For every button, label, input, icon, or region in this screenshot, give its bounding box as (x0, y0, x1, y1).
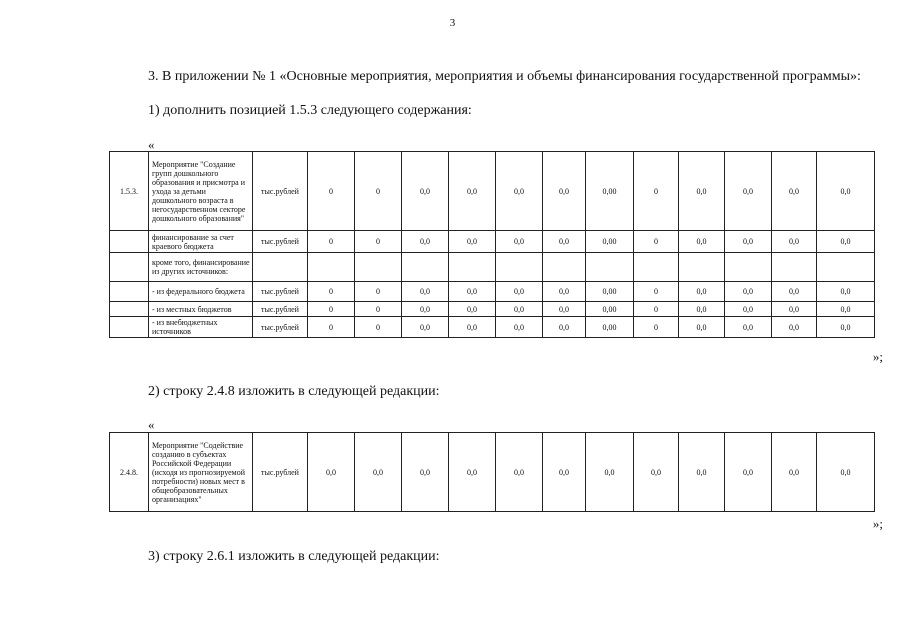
value-cell: 0 (308, 302, 355, 317)
value-cell: 0,0 (679, 282, 725, 302)
value-cell: 0,0 (679, 152, 725, 231)
quote-open-mark: « (148, 137, 155, 152)
value-cell (402, 253, 449, 282)
value-cell: 0 (308, 317, 355, 338)
table-position-1-5-3 (109, 151, 875, 338)
value-cell: 0,0 (817, 152, 875, 231)
table-row (110, 433, 875, 512)
unit-cell: тыс.рублей (253, 317, 308, 338)
value-cell: 0,0 (772, 302, 817, 317)
value-cell: 0,00 (586, 152, 634, 231)
value-cell: 0,0 (634, 433, 679, 512)
table-row (110, 231, 875, 253)
table-row (110, 302, 875, 317)
value-cell: 0 (634, 231, 679, 253)
quote-close-mark: »; (872, 516, 883, 531)
row-number-cell: 2.4.8. (110, 433, 149, 512)
value-cell: 0,0 (543, 231, 586, 253)
value-cell (308, 253, 355, 282)
value-cell: 0,0 (725, 282, 772, 302)
value-cell: 0,0 (449, 152, 496, 231)
value-cell (679, 253, 725, 282)
description-cell: - из внебюджетных источников (149, 317, 253, 338)
table-row (110, 152, 875, 231)
unit-cell: тыс.рублей (253, 152, 308, 231)
value-cell: 0,0 (308, 433, 355, 512)
row-number-cell: 1.5.3. (110, 152, 149, 231)
table1-body (110, 152, 875, 338)
value-cell: 0,0 (449, 302, 496, 317)
value-cell: 0 (355, 317, 402, 338)
section-2-text: 2) строку 2.4.8 изложить в следующей редакции: (148, 384, 440, 399)
value-cell: 0 (308, 282, 355, 302)
value-cell: 0 (355, 302, 402, 317)
value-cell: 0,0 (496, 152, 543, 231)
value-cell: 0,0 (817, 433, 875, 512)
value-cell: 0,0 (817, 317, 875, 338)
row-number-cell (110, 253, 149, 282)
value-cell (543, 253, 586, 282)
description-cell: кроме того, финансирование из других источников: (149, 253, 253, 282)
paragraph-sub: 1) дополнить позицией 1.5.3 следующего содержания: (148, 103, 472, 118)
description-cell: - из федерального бюджета (149, 282, 253, 302)
value-cell: 0,0 (449, 282, 496, 302)
table-row (110, 317, 875, 338)
value-cell: 0,0 (772, 433, 817, 512)
value-cell: 0,0 (679, 433, 725, 512)
value-cell: 0,0 (772, 282, 817, 302)
unit-cell: тыс.рублей (253, 231, 308, 253)
table2-body (110, 433, 875, 512)
unit-cell: тыс.рублей (253, 282, 308, 302)
unit-cell (253, 253, 308, 282)
value-cell: 0,0 (402, 302, 449, 317)
value-cell: 0,0 (772, 231, 817, 253)
value-cell: 0,0 (817, 282, 875, 302)
value-cell: 0,0 (402, 433, 449, 512)
value-cell: 0 (634, 317, 679, 338)
table-row (110, 282, 875, 302)
value-cell: 0 (355, 231, 402, 253)
value-cell: 0,0 (725, 152, 772, 231)
value-cell: 0,0 (725, 317, 772, 338)
value-cell: 0,0 (543, 282, 586, 302)
value-cell: 0,00 (586, 231, 634, 253)
value-cell: 0 (634, 282, 679, 302)
value-cell (355, 253, 402, 282)
value-cell: 0,0 (402, 231, 449, 253)
quote-open-mark: « (148, 417, 155, 432)
value-cell: 0,0 (772, 152, 817, 231)
description-cell: - из местных бюджетов (149, 302, 253, 317)
paragraph-main: 3. В приложении № 1 «Основные мероприятия, мероприятия и объемы финансирования государственной программы»: (148, 69, 861, 84)
value-cell: 0,0 (496, 231, 543, 253)
value-cell (772, 253, 817, 282)
row-number-cell (110, 231, 149, 253)
value-cell (725, 253, 772, 282)
value-cell: 0,0 (772, 317, 817, 338)
value-cell: 0,0 (586, 433, 634, 512)
row-number-cell (110, 282, 149, 302)
value-cell: 0 (355, 282, 402, 302)
value-cell: 0,0 (543, 152, 586, 231)
value-cell: 0,0 (496, 317, 543, 338)
value-cell: 0,00 (586, 282, 634, 302)
value-cell: 0,00 (586, 317, 634, 338)
value-cell (634, 253, 679, 282)
table-row (110, 253, 875, 282)
unit-cell: тыс.рублей (253, 433, 308, 512)
value-cell: 0,0 (402, 152, 449, 231)
value-cell: 0,0 (496, 302, 543, 317)
value-cell: 0,0 (679, 317, 725, 338)
value-cell: 0,0 (449, 317, 496, 338)
section-3-text: 3) строку 2.6.1 изложить в следующей редакции: (148, 549, 440, 564)
value-cell (817, 253, 875, 282)
value-cell: 0,0 (817, 231, 875, 253)
value-cell: 0,0 (725, 433, 772, 512)
value-cell: 0,00 (586, 302, 634, 317)
unit-cell: тыс.рублей (253, 302, 308, 317)
value-cell: 0,0 (679, 302, 725, 317)
value-cell: 0,0 (496, 433, 543, 512)
value-cell: 0,0 (725, 302, 772, 317)
value-cell: 0,0 (449, 231, 496, 253)
value-cell: 0 (308, 152, 355, 231)
value-cell: 0 (634, 152, 679, 231)
value-cell (449, 253, 496, 282)
value-cell: 0,0 (449, 433, 496, 512)
value-cell: 0 (634, 302, 679, 317)
value-cell: 0,0 (543, 302, 586, 317)
page-number: 3 (449, 17, 456, 29)
value-cell: 0,0 (355, 433, 402, 512)
value-cell: 0,0 (543, 433, 586, 512)
table-row-2-4-8 (109, 432, 875, 512)
description-cell: Мероприятие "Содействие созданию в субъектах Российской Федерации (исходя из прогнозируемой потребности) новых мест в общеобразовательных организациях" (149, 433, 253, 512)
value-cell: 0,0 (679, 231, 725, 253)
value-cell (586, 253, 634, 282)
value-cell: 0 (308, 231, 355, 253)
description-cell: финансирование за счет краевого бюджета (149, 231, 253, 253)
value-cell: 0,0 (402, 282, 449, 302)
description-cell: Мероприятие "Создание групп дошкольного образования и присмотра и ухода за детьми дошкольного возраста в негосударственном секторе дошкольного образования" (149, 152, 253, 231)
value-cell: 0 (355, 152, 402, 231)
value-cell (496, 253, 543, 282)
row-number-cell (110, 317, 149, 338)
value-cell: 0,0 (725, 231, 772, 253)
row-number-cell (110, 302, 149, 317)
quote-close-mark: »; (872, 349, 883, 364)
value-cell: 0,0 (402, 317, 449, 338)
value-cell: 0,0 (543, 317, 586, 338)
value-cell: 0,0 (817, 302, 875, 317)
value-cell: 0,0 (496, 282, 543, 302)
